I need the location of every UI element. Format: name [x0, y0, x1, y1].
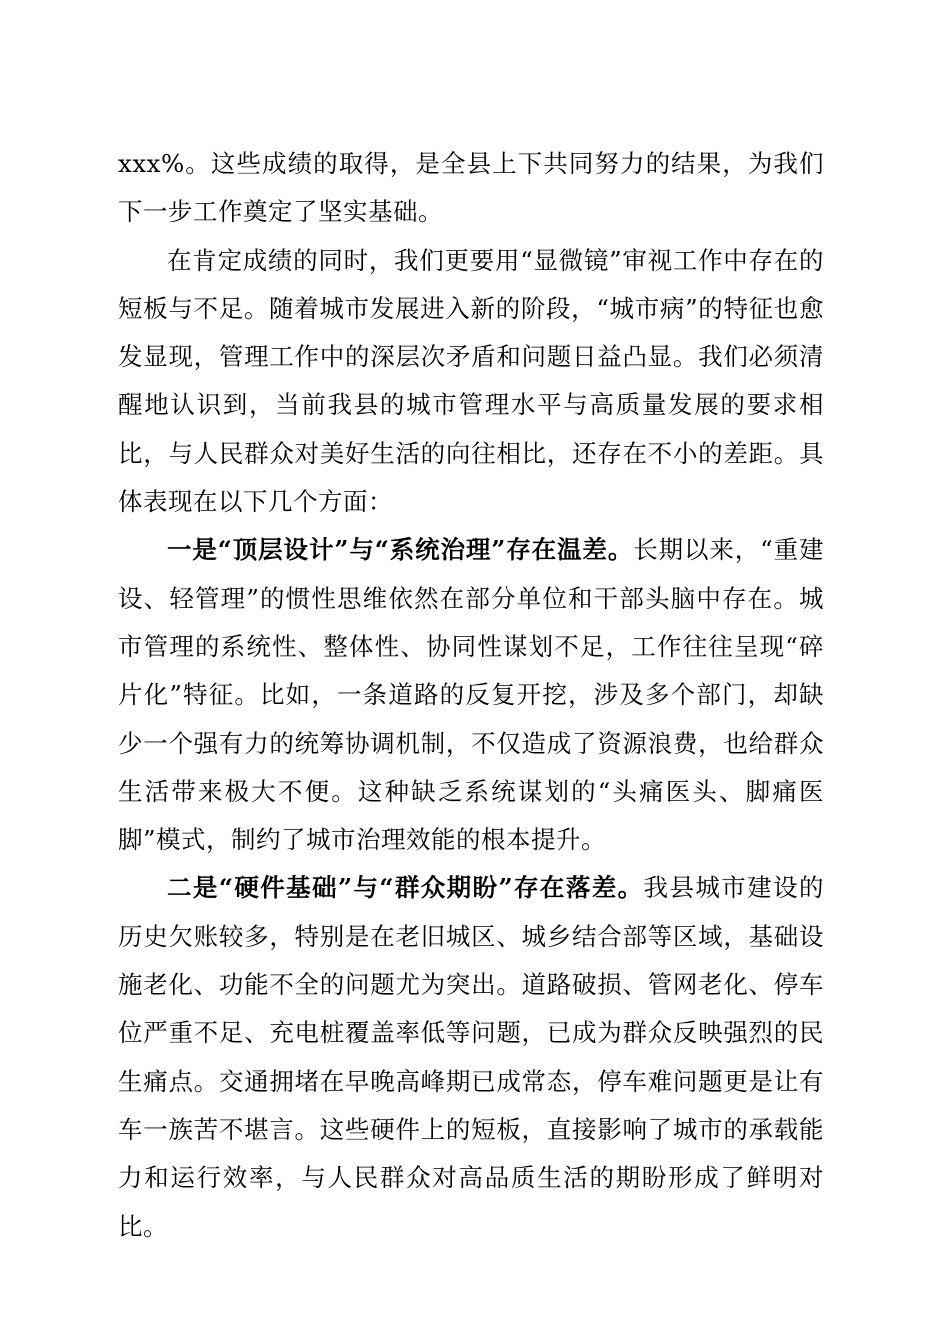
paragraph-text: 我县城市建设的历史欠账较多，特别是在老旧城区、城乡结合部等区域，基础设施老化、功能不全的问题尤为突出。道路破损、管网老化、停车位严重不足、充电桩覆盖率低等问题，已成为群众反映强烈的民生痛点。交通拥堵在早晚高峰期已成常态，停车难问题更是让有车一族苦不堪言。这些硬件上的短板，直接影响了城市的承载能力和运行效率，与人民群众对高品质生活的期盼形成了鲜明对比。 [118, 873, 824, 1241]
paragraph-lead-heading: 一是“顶层设计”与“系统治理”存在温差。 [167, 535, 634, 565]
paragraph-continuation [118, 140, 824, 237]
paragraph-point-one [118, 526, 824, 864]
paragraph-text: 在肯定成绩的同时，我们更要用“显微镜”审视工作中存在的短板与不足。随着城市发展进入新的阶段，“城市病”的特征也愈发显现，管理工作中的深层次矛盾和问题日益凸显。我们必须清醒地认识到，当前我县的城市管理水平与高质量发展的要求相比，与人民群众对美好生活的向往相比，还存在不小的差距。具体表现在以下几个方面： [118, 245, 824, 517]
paragraph-text: xxx%。这些成绩的取得，是全县上下共同努力的结果，为我们下一步工作奠定了坚实基础。 [118, 149, 824, 227]
paragraph-point-two [118, 864, 824, 1250]
paragraph-lead-heading: 二是“硬件基础”与“群众期盼”存在落差。 [167, 873, 644, 903]
paragraph-text: 长期以来，“重建设、轻管理”的惯性思维依然在部分单位和干部头脑中存在。城市管理的系统性、整体性、协同性谋划不足，工作往往呈现“碎片化”特征。比如，一条道路的反复开挖，涉及多个部门，却缺少一个强有力的统筹协调机制，不仅造成了资源浪费，也给群众生活带来极大不便。这种缺乏系统谋划的“头痛医头、脚痛医脚”模式，制约了城市治理效能的根本提升。 [118, 535, 824, 855]
paragraph-shortcomings-intro [118, 237, 824, 527]
document-body [118, 140, 824, 1251]
